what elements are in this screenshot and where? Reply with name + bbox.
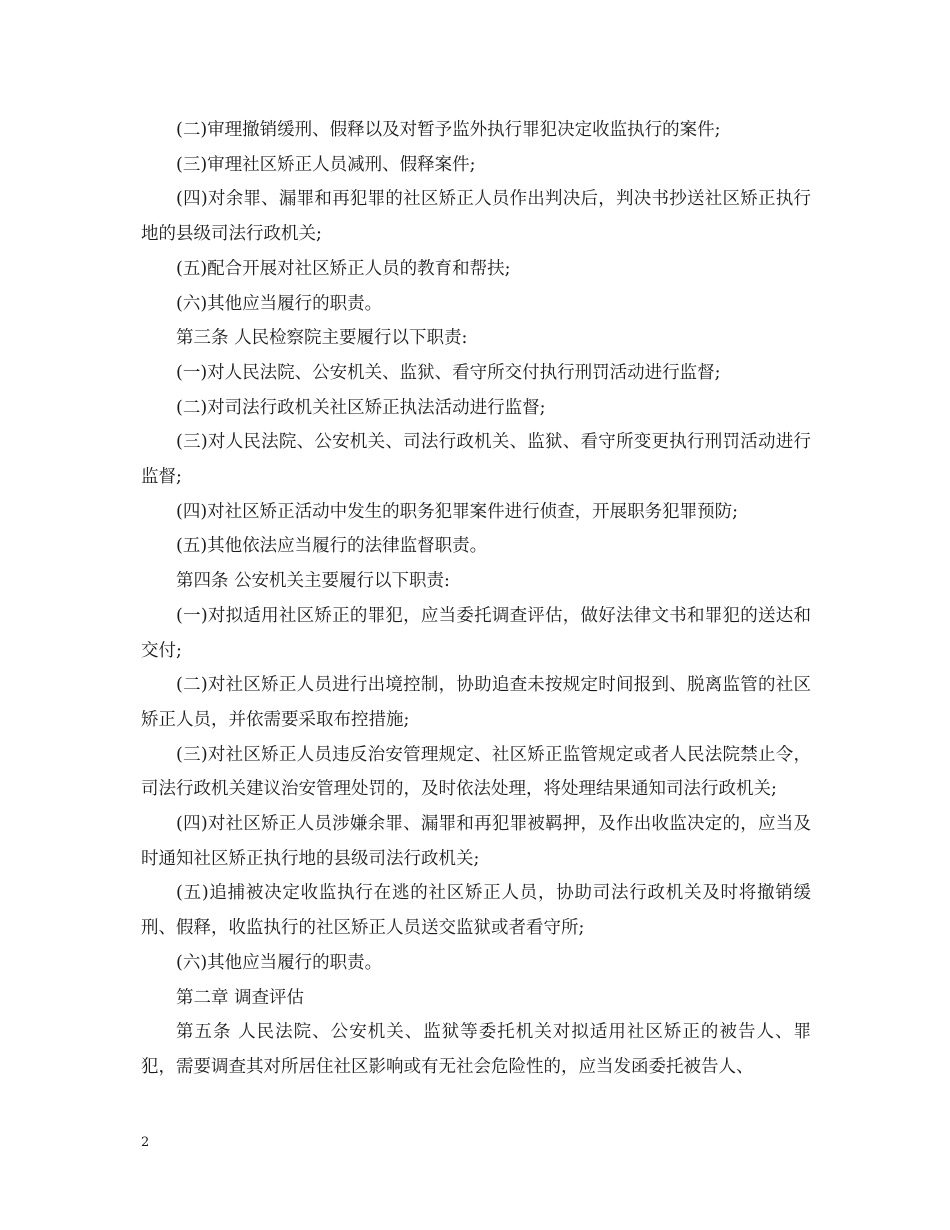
paragraph-9: (三)对人民法院、公安机关、司法行政机关、监狱、看守所变更执行刑罚活动进行监督; [141,432,811,488]
paragraph-18: (六)其他应当履行的职责。 [176,952,383,973]
paragraph-1: (二)审理撤销缓刑、假释以及对暂予监外执行罪犯决定收监执行的案件; [176,120,721,140]
paragraph-4: (五)配合开展对社区矫正人员的教育和帮扶; [176,258,511,279]
paragraph-11: (五)其他依法应当履行的法律监督职责。 [176,536,488,557]
paragraph-7: (一)对人民法院、公安机关、监狱、看守所交付执行刑罚活动进行监督; [176,362,721,383]
document-body [141,113,811,1085]
paragraph-2: (三)审理社区矫正人员减刑、假释案件; [176,154,476,175]
paragraph-3: (四)对余罪、漏罪和再犯罪的社区矫正人员作出判决后，判决书抄送社区矫正执行地的县级司法行政机关; [141,189,811,245]
chapter-2-heading: 第二章 调查评估 [176,987,305,1008]
article-4-heading: 第四条 公安机关主要履行以下职责: [176,571,450,592]
paragraph-5: (六)其他应当履行的职责。 [176,293,383,314]
page-number: 2 [141,1135,150,1150]
paragraph-10: (四)对社区矫正活动中发生的职务犯罪案件进行侦查，开展职务犯罪预防; [176,501,739,522]
paragraph-8: (二)对司法行政机关社区矫正执法活动进行监督; [176,397,546,418]
paragraph-15: (三)对社区矫正人员违反治安管理规定、社区矫正监管规定或者人民法院禁止令，司法行政机关建议治安管理处罚的，及时依法处理，将处理结果通知司法行政机关; [141,744,811,800]
article-3-heading: 第三条 人民检察院主要履行以下职责: [176,328,468,349]
paragraph-14: (二)对社区矫正人员进行出境控制，协助追查未按规定时间报到、脱离监管的社区矫正人员，并依需要采取布控措施; [141,675,811,730]
paragraph-13: (一)对拟适用社区矫正的罪犯，应当委托调查评估，做好法律文书和罪犯的送达和交付; [141,605,811,661]
paragraph-17: (五)追捕被决定收监执行在逃的社区矫正人员，协助司法行政机关及时将撤销缓刑、假释，收监执行的社区矫正人员送交监狱或者看守所; [141,883,811,939]
article-5-paragraph: 第五条 人民法院、公安机关、监狱等委托机关对拟适用社区矫正的被告人、罪犯，需要调查其对所居住社区影响或有无社会危险性的，应当发函委托被告人、 [141,1022,811,1077]
paragraph-16: (四)对社区矫正人员涉嫌余罪、漏罪和再犯罪被羁押，及作出收监决定的，应当及时通知社区矫正执行地的县级司法行政机关; [141,814,811,869]
